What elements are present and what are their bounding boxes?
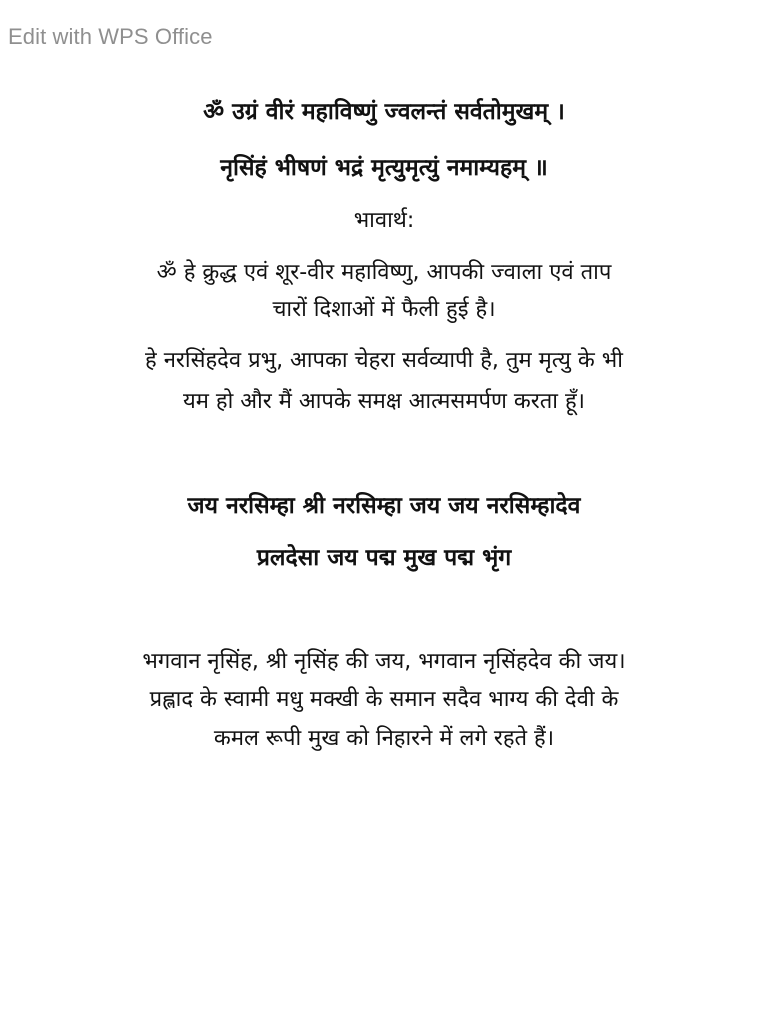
verse-line-2: नृसिंहं भीषणं भद्रं मृत्युमृत्युं नमाम्यहम् ॥	[220, 155, 548, 181]
meaning-line-2: चारों दिशाओं में फैली हुई है।	[272, 297, 496, 322]
kirtan-meaning-line-1: भगवान नृसिंह, श्री नृसिंह की जय, भगवान नृसिंहदेव की जय।	[142, 649, 626, 674]
kirtan-meaning-line-3: कमल रूपी मुख को निहारने में लगे रहते हैं।	[213, 726, 555, 751]
kirtan-line-2: प्रलदेसा जय पद्म मुख पद्म भृंग	[256, 545, 512, 571]
verse-line-1: ॐ उग्रं वीरं महाविष्णुं ज्वलन्तं सर्वतोमुखम् ।	[203, 99, 565, 125]
meaning-line-3: हे नरसिंहदेव प्रभु, आपका चेहरा सर्वव्यापी है, तुम मृत्यु के भी	[145, 348, 623, 373]
kirtan-line-1: जय नरसिम्हा श्री नरसिम्हा जय जय नरसिम्हादेव	[187, 493, 581, 519]
kirtan-meaning-line-2: प्रह्लाद के स्वामी मधु मक्खी के समान सदैव भाग्य की देवी के	[149, 687, 619, 712]
meaning-line-1: ॐ हे क्रुद्ध एवं शूर-वीर महाविष्णु, आपकी ज्वाला एवं ताप	[156, 260, 612, 285]
wps-watermark: Edit with WPS Office	[8, 24, 213, 49]
meaning-line-4: यम हो और मैं आपके समक्ष आत्मसमर्पण करता हूँ।	[183, 389, 585, 414]
meaning-heading: भावार्थ:	[353, 208, 415, 233]
